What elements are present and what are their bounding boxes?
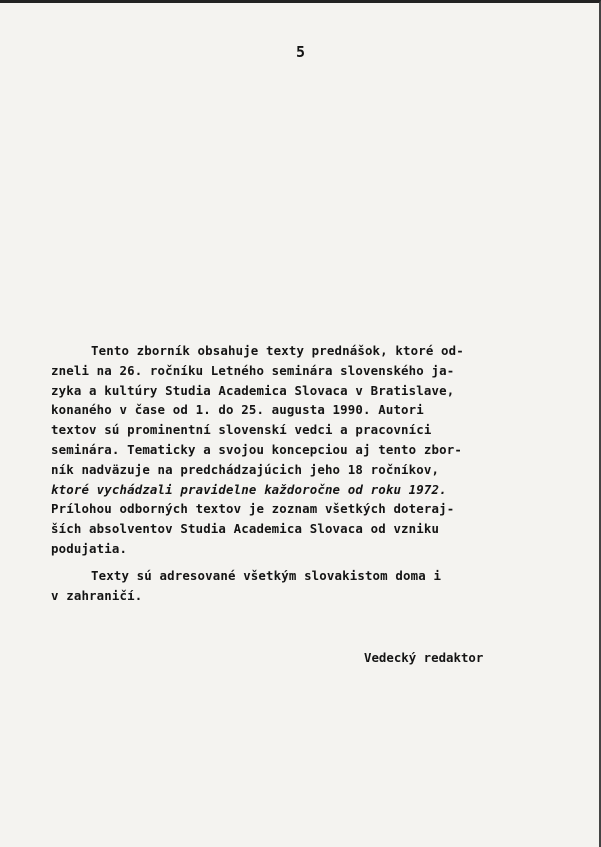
- text-line: zneli na 26. ročníku Letného seminára slovenského ja-: [51, 362, 455, 378]
- text-line: Tento zborník obsahuje texty prednášok, ktoré od-: [91, 343, 464, 358]
- text-line: v zahraničí.: [51, 587, 143, 603]
- text-line: ktoré vychádzali pravidelne každoročne od roku 1972.: [51, 481, 447, 497]
- text-line: konaného v čase od 1. do 25. augusta 1990. Autori: [51, 402, 424, 418]
- editor-signature: Vedecký redaktor: [364, 650, 484, 665]
- text-line: ších absolventov Studia Academica Slovaca od vzniku: [51, 521, 440, 537]
- text-line: Prílohou odborných textov je zoznam všetkých doteraj-: [51, 501, 455, 517]
- text-line: zyka a kultúry Studia Academica Slovaca v Bratislave,: [51, 382, 455, 398]
- preface-text: [51, 341, 531, 605]
- text-line: podujatia.: [51, 540, 128, 556]
- text-line: seminára. Tematicky a svojou koncepciou aj tento zbor-: [51, 441, 462, 457]
- paragraph-audience: [51, 566, 531, 606]
- text-line: ník nadväzuje na predchádzajúcich jeho 18 ročníkov,: [51, 461, 440, 477]
- paragraph-gap: [51, 559, 531, 566]
- paragraph-intro: [51, 341, 531, 559]
- text-line: Texty sú adresované všetkým slovakistom doma i: [91, 567, 442, 583]
- page-number: 5: [295, 43, 306, 61]
- text-line: textov sú prominentní slovenskí vedci a pracovníci: [51, 422, 432, 438]
